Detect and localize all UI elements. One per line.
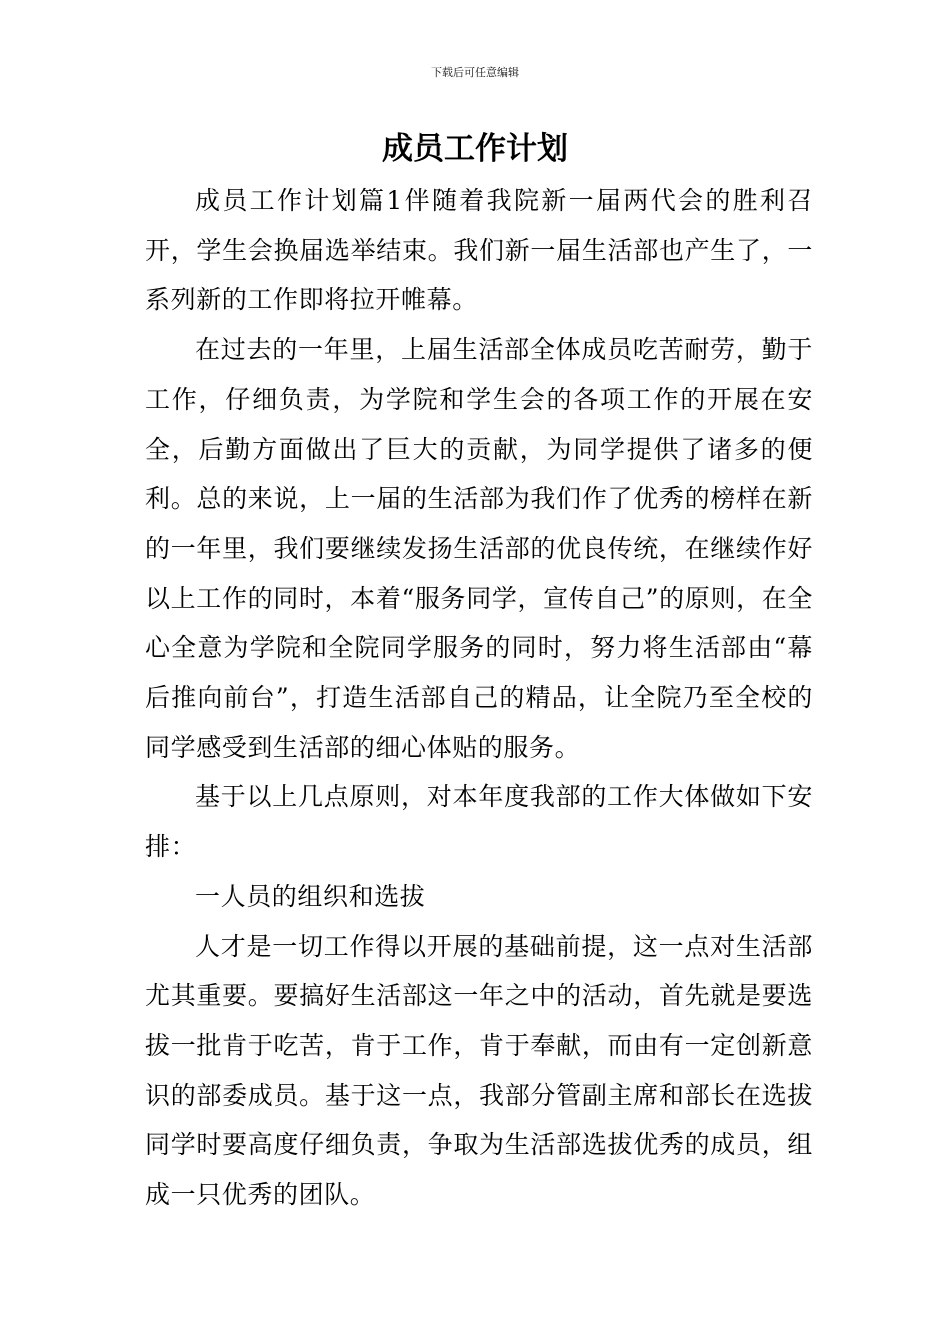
- document-body: [145, 176, 813, 1220]
- document-title: 成员工作计划: [382, 131, 568, 167]
- section-heading-personnel: 一人员的组织和选拔: [195, 881, 426, 911]
- paragraph-intro: 成员工作计划篇1伴随着我院新一届两代会的胜利召开，学生会换届选举结束。我们新一届生活部也产生了，一系列新的工作即将拉开帷幕。: [145, 186, 813, 315]
- paragraph-review: 在过去的一年里，上届生活部全体成员吃苦耐劳，勤于工作，仔细负责，为学院和学生会的各项工作的开展在安全，后勤方面做出了巨大的贡献，为同学提供了诸多的便利。总的来说，上一届的生活部为我们作了优秀的榜样在新的一年里，我们要继续发扬生活部的优良传统，在继续作好以上工作的同时，本着“服务同学，宣传自己”的原则，在全心全意为学院和全院同学服务的同时，努力将生活部由“幕后推向前台”，打造生活部自己的精品，让全院乃至全校的同学感受到生活部的细心体贴的服务。: [145, 335, 813, 762]
- paragraph-arrangement: 基于以上几点原则，对本年度我部的工作大体做如下安排：: [145, 782, 813, 862]
- header-note: 下载后可任意编辑: [431, 66, 519, 79]
- paragraph-personnel: 人才是一切工作得以开展的基础前提，这一点对生活部尤其重要。要搞好生活部这一年之中的活动，首先就是要选拔一批肯于吃苦，肯于工作，肯于奉献，而由有一定创新意识的部委成员。基于这一点，我部分管副主席和部长在选拔同学时要高度仔细负责，争取为生活部选拔优秀的成员，组成一只优秀的团队。: [145, 931, 813, 1210]
